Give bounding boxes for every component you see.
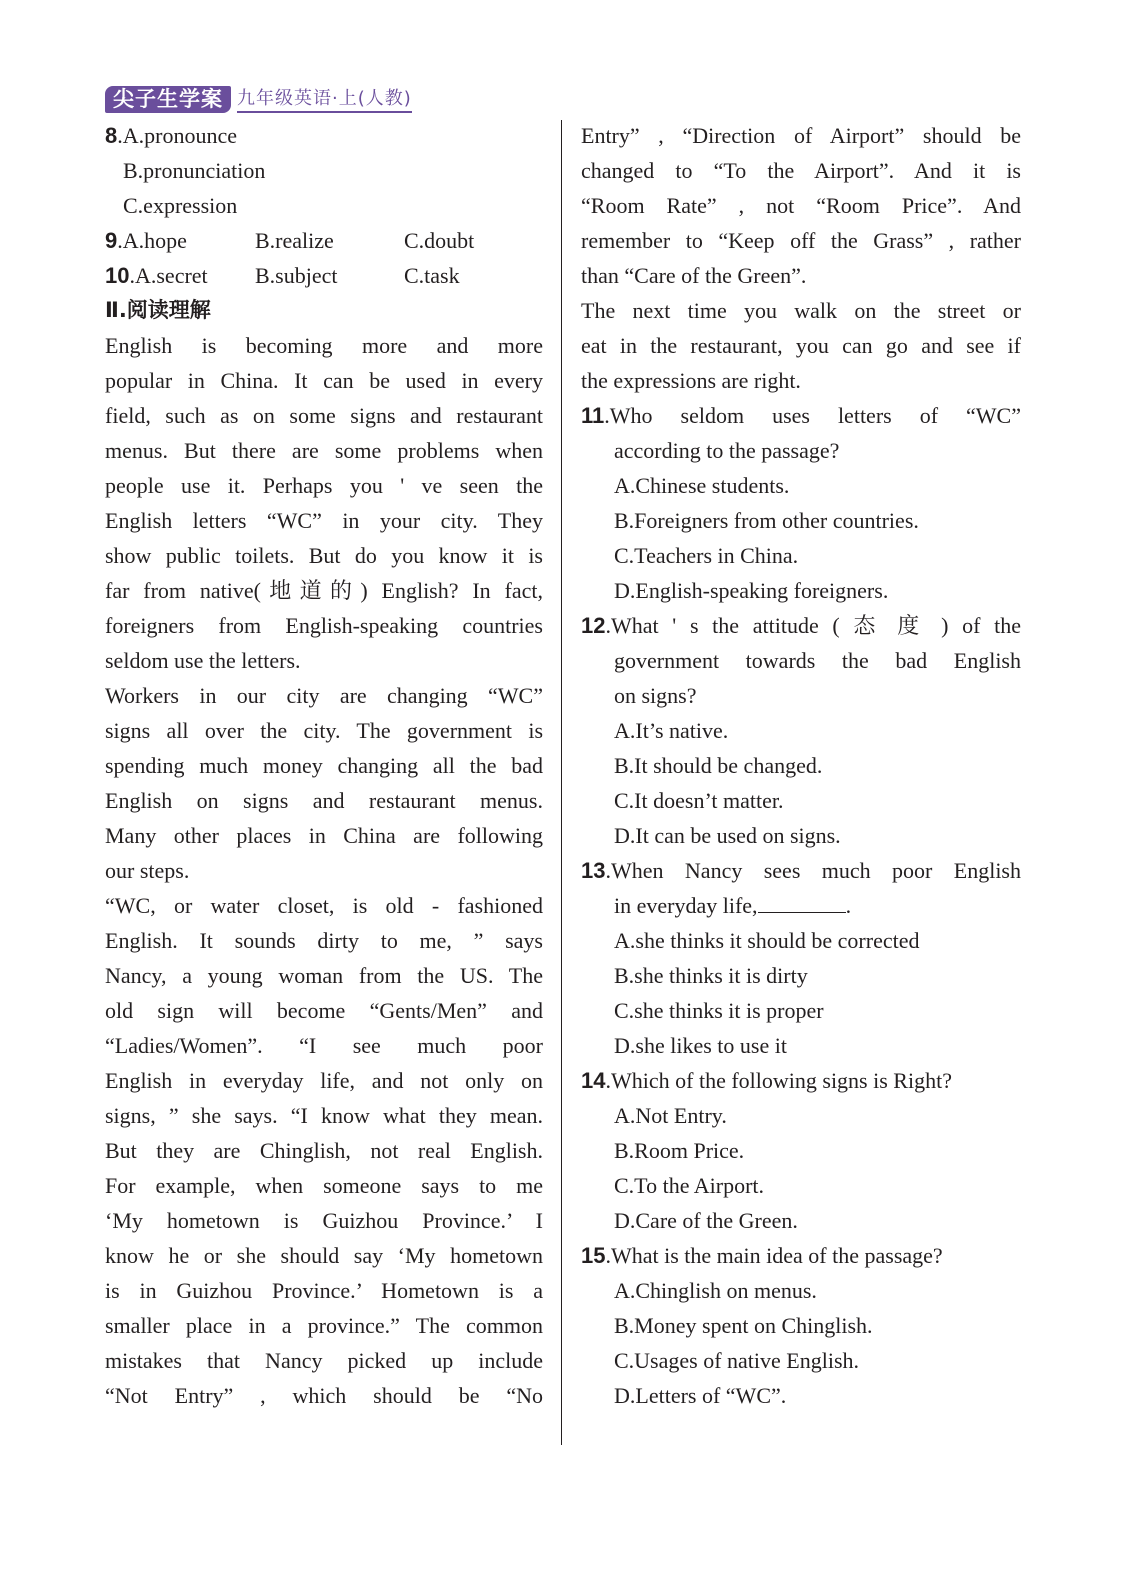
option-d: D.It can be used on signs. bbox=[614, 823, 841, 848]
passage-line: seldom use the letters. bbox=[105, 648, 301, 673]
question-number: 15 bbox=[581, 1243, 606, 1268]
option-c: C.Usages of native English. bbox=[614, 1348, 860, 1373]
question-9 bbox=[105, 223, 543, 258]
section-heading: Ⅱ.阅读理解 bbox=[105, 298, 211, 322]
passage-line: “Not Entry” , which should be “No bbox=[105, 1383, 543, 1408]
option-d: D.Care of the Green. bbox=[614, 1208, 798, 1233]
passage-line: far from native(地道的) English? In fact, bbox=[105, 578, 543, 603]
passage-line: smaller place in a province.” The common bbox=[105, 1313, 543, 1338]
column-divider bbox=[561, 120, 562, 1445]
passage-line: Workers in our city are changing “WC” bbox=[105, 683, 543, 708]
passage-line: changed to “To the Airport”. And it is bbox=[581, 158, 1021, 183]
passage-line: Nancy, a young woman from the US. The bbox=[105, 963, 543, 988]
passage-line: eat in the restaurant, you can go and see if bbox=[581, 333, 1021, 358]
passage-line: Many other places in China are following bbox=[105, 823, 543, 848]
option-a: A.Not Entry. bbox=[614, 1103, 727, 1128]
passage-line: show public toilets. But do you know it is bbox=[105, 543, 543, 568]
question-12 bbox=[581, 608, 1021, 853]
reading-passage bbox=[105, 328, 543, 1413]
passage-line: know he or she should say ‘My hometown bbox=[105, 1243, 543, 1268]
option-c: C.To the Airport. bbox=[614, 1173, 765, 1198]
passage-line: the expressions are right. bbox=[581, 368, 801, 393]
option-b: B.she thinks it is dirty bbox=[614, 963, 808, 988]
passage-line: “Ladies/Women”. “I see much poor bbox=[105, 1033, 543, 1058]
question-8 bbox=[105, 118, 543, 223]
option-d: D.English-speaking foreigners. bbox=[614, 578, 889, 603]
passage-line: English. It sounds dirty to me, ” says bbox=[105, 928, 543, 953]
option-c: C.Teachers in China. bbox=[614, 543, 799, 568]
question-stem: .Which of the following signs is Right? bbox=[605, 1068, 952, 1093]
passage-line: foreigners from English-speaking countries bbox=[105, 613, 543, 638]
passage-line: signs all over the city. The government is bbox=[105, 718, 543, 743]
passage-line: The next time you walk on the street or bbox=[581, 298, 1021, 323]
page-header bbox=[105, 83, 412, 113]
passage-line: field, such as on some signs and restaurant bbox=[105, 403, 543, 428]
right-column bbox=[581, 118, 1021, 1413]
passage-line: popular in China. It can be used in every bbox=[105, 368, 543, 393]
option-c: C.task bbox=[404, 263, 460, 288]
passage-line: Entry” , “Direction of Airport” should be bbox=[581, 123, 1021, 148]
question-number: 10 bbox=[105, 263, 130, 288]
question-stem: .When Nancy sees much poor English bbox=[605, 858, 1021, 883]
question-stem-line: according to the passage? bbox=[614, 438, 840, 463]
question-stem-line: government towards the bad English bbox=[614, 648, 1021, 673]
passage-line: English on signs and restaurant menus. bbox=[105, 788, 543, 813]
reading-passage-continued bbox=[581, 118, 1021, 398]
passage-line: But they are Chinglish, not real English. bbox=[105, 1138, 543, 1163]
passage-line: mistakes that Nancy picked up include bbox=[105, 1348, 543, 1373]
question-10 bbox=[105, 258, 543, 293]
book-subtitle: 九年级英语·上(人教) bbox=[237, 88, 412, 113]
question-14 bbox=[581, 1063, 1021, 1238]
question-number: 11 bbox=[581, 403, 605, 428]
option-b: B.Foreigners from other countries. bbox=[614, 508, 919, 533]
option-c: C.expression bbox=[123, 193, 238, 218]
question-number: 13 bbox=[581, 858, 606, 883]
passage-line: old sign will become “Gents/Men” and bbox=[105, 998, 543, 1023]
option-a: A.It’s native. bbox=[614, 718, 729, 743]
option-b: B.realize bbox=[255, 228, 334, 253]
passage-line: For example, when someone says to me bbox=[105, 1173, 543, 1198]
answer-blank bbox=[758, 892, 846, 913]
passage-line: ‘My hometown is Guizhou Province.’ I bbox=[105, 1208, 543, 1233]
passage-line: menus. But there are some problems when bbox=[105, 438, 543, 463]
passage-line: spending much money changing all the bad bbox=[105, 753, 543, 778]
option-b: B.pronunciation bbox=[123, 158, 266, 183]
question-stem-line: in everyday life, bbox=[614, 893, 758, 918]
option-a: .A.secret bbox=[129, 263, 208, 288]
option-c: C.doubt bbox=[404, 228, 475, 253]
option-b: B.Room Price. bbox=[614, 1138, 745, 1163]
option-d: D.Letters of “WC”. bbox=[614, 1383, 787, 1408]
question-stem: .Who seldom uses letters of “WC” bbox=[604, 403, 1021, 428]
option-a: A.Chinese students. bbox=[614, 473, 790, 498]
option-a: .A.pronounce bbox=[117, 123, 237, 148]
question-stem: .What ' s the attitude ( 态 度 ) of the bbox=[605, 613, 1021, 638]
question-number: 12 bbox=[581, 613, 606, 638]
question-11 bbox=[581, 398, 1021, 608]
question-13: 13.When Nancy sees much poor English in everyday life, . A.she thinks it should be corrected B.she thinks it is dirty C.she thinks it is proper D.she likes to use it bbox=[581, 853, 1021, 1063]
option-a: A.she thinks it should be corrected bbox=[614, 928, 920, 953]
passage-line: our steps. bbox=[105, 858, 190, 883]
passage-line: is in Guizhou Province.’ Hometown is a bbox=[105, 1278, 543, 1303]
left-column bbox=[105, 118, 543, 1413]
passage-line: “WC, or water closet, is old - fashioned bbox=[105, 893, 543, 918]
option-a: .A.hope bbox=[117, 228, 187, 253]
question-15 bbox=[581, 1238, 1021, 1413]
question-number: 14 bbox=[581, 1068, 606, 1093]
question-stem-line: on signs? bbox=[614, 683, 697, 708]
passage-line: English in everyday life, and not only on bbox=[105, 1068, 543, 1093]
brand-logo: 尖子生学案 bbox=[105, 86, 231, 113]
passage-line: remember to “Keep off the Grass” , rather bbox=[581, 228, 1021, 253]
option-c: C.It doesn’t matter. bbox=[614, 788, 784, 813]
passage-line: than “Care of the Green”. bbox=[581, 263, 807, 288]
option-a: A.Chinglish on menus. bbox=[614, 1278, 817, 1303]
question-number: 8 bbox=[105, 123, 118, 148]
passage-line: signs, ” she says. “I know what they mean. bbox=[105, 1103, 543, 1128]
question-stem: .What is the main idea of the passage? bbox=[605, 1243, 943, 1268]
passage-line: people use it. Perhaps you ' ve seen the bbox=[105, 473, 543, 498]
option-b: B.It should be changed. bbox=[614, 753, 823, 778]
option-b: B.subject bbox=[255, 263, 338, 288]
passage-line: English is becoming more and more bbox=[105, 333, 543, 358]
option-d: D.she likes to use it bbox=[614, 1033, 787, 1058]
option-b: B.Money spent on Chinglish. bbox=[614, 1313, 873, 1338]
option-c: C.she thinks it is proper bbox=[614, 998, 824, 1023]
question-number: 9 bbox=[105, 228, 118, 253]
passage-line: English letters “WC” in your city. They bbox=[105, 508, 543, 533]
passage-line: “Room Rate” , not “Room Price”. And bbox=[581, 193, 1021, 218]
